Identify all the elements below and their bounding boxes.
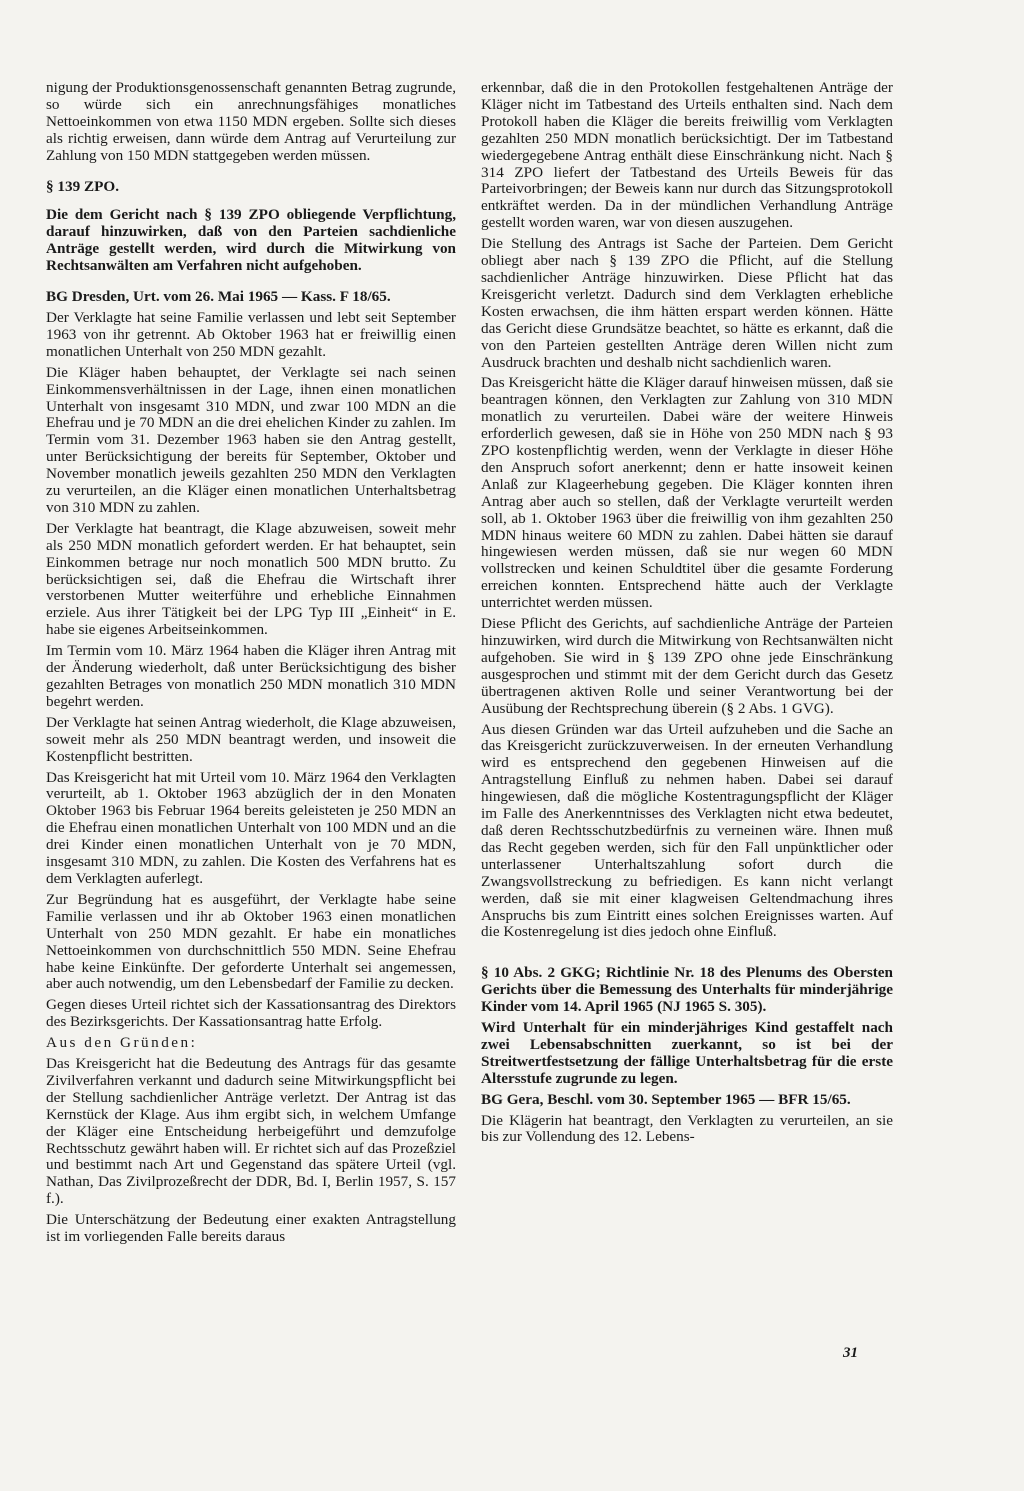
body-paragraph: Der Verklagte hat seinen Antrag wiederholt, die Klage abzuweisen, soweit mehr als 250 MDN beantragt werden, und insoweit die Kostenpflicht bestritten. (46, 713, 456, 765)
body-paragraph: Diese Pflicht des Gerichts, auf sachdienliche Anträge der Parteien hinzuwirken, wird durch die Mitwirkung von Rechtsanwälten nicht aufgehoben. Sie wird in § 139 ZPO ohne jede Einschränkung ausgesprochen und stimmt mit der dem Gericht durch das Gesetz übertragenen aktiven Rolle und seiner Verantwortung bei der Ausübung der Rechtsprechung überein (§ 2 Abs. 1 GVG). (481, 615, 893, 717)
body-paragraph: Der Verklagte hat beantragt, die Klage abzuweisen, soweit mehr als 250 MDN monatlich gefordert werden. Er hat behauptet, sein Einkommen betrage nur noch monatlich 500 MDN brutto. Zu berücksichtigen sei, daß die Ehefrau die Wirtschaft ihrer verstorbenen Mutter weiterführe und erhebliche Einnahmen erziele. Aus ihrer Tätigkeit bei der LPG Typ III „Einheit“ in E. habe sie eigenes Arbeitseinkommen. (46, 519, 456, 639)
body-paragraph: Zur Begründung hat es ausgeführt, der Verklagte habe seine Familie verlassen und ihr ab Oktober 1963 einen monatlichen Unterhalt von 250 MDN gezahlt. Er habe ein monatliches Nettoeinkommen von durchschnittlich 550 MDN. Seine Ehefrau habe keine Einkünfte. Der geforderte Unterhalt sei angemessen, aber auch notwendig, um den Lebensbedarf der Familie zu decken. (46, 890, 456, 993)
body-paragraph: Der Verklagte hat seine Familie verlassen und lebt seit September 1963 von ihr getrennt. Ab Oktober 1963 hat er freiwillig einen monatlichen Unterhalt von 250 MDN gezahlt. (46, 308, 456, 360)
body-paragraph: erkennbar, daß die in den Protokollen festgehaltenen Anträge der Kläger nicht im Tatbestand des Urteils enthalten sind. Nach dem Protokoll haben die Kläger die bereits freiwillig vom Verklagten gezahlten 250 MDN monatlich berücksichtigt. Der im Tatbestand wiedergegebene Antrag enthält diese Einschränkung nicht. Nach § 314 ZPO liefert der Tatbestand des Urteils Beweis für das Parteivorbringen; der Beweis kann nur durch das Sitzungsprotokoll entkräftet werden. Da in der mündlichen Verhandlung Anträge gestellt worden waren, war von diesen auszugehen. (481, 79, 893, 232)
case-citation: BG Dresden, Urt. vom 26. Mai 1965 — Kass. F 18/65. (46, 288, 391, 306)
intro-paragraph: nigung der Produktionsgenossenschaft genannten Betrag zugrunde, so würde sich ein anrechnungsfähiges monatliches Nettoeinkommen von etwa 1150 MDN ergeben. Sollte sich dieses als richtig erweisen, dann würde dem Antrag auf Verurteilung zur Zahlung von 150 MDN stattgegeben werden müssen. (46, 79, 456, 164)
body-paragraph: Die Stellung des Antrags ist Sache der Parteien. Dem Gericht obliegt aber nach § 139 ZPO die Pflicht, auf die Stellung sachdienlicher Anträge hinzuwirken. Diese Pflicht hat das Kreisgericht verletzt. Dadurch sind dem Verklagten erhebliche Kosten erwachsen, die ihm hätten erspart werden können. Hätte das Gericht diese Grundsätze beachtet, so hätte es erkannt, daß die von den Parteien gestellten Anträge deren Willen nicht zum Ausdruck brachten und deshalb nicht sachdienlich waren. (481, 235, 893, 371)
right-column (481, 80, 893, 1150)
body-paragraph: Die Kläger haben behauptet, der Verklagte sei nach seinen Einkommensverhältnissen in der Lage, ihnen einen monatlichen Unterhalt von insgesamt 310 MDN, und zwar 100 MDN an die Ehefrau und je 70 MDN an die drei ehelichen Kinder zu zahlen. Im Termin vom 31. Dezember 1963 haben sie den Antrag gestellt, unter Berücksichtigung der bereits für September, Oktober und November monatlich jeweils gezahlten 250 MDN den Verklagten zu verurteilen, an die Kläger einen monatlichen Unterhaltsbetrag von 310 MDN zu zahlen. (46, 363, 456, 516)
section2-citation: BG Gera, Beschl. vom 30. September 1965 — BFR 15/65. (481, 1090, 851, 1108)
body-paragraph: Das Kreisgericht hätte die Kläger darauf hinweisen müssen, daß sie beantragen können, den Verklagten zur Zahlung von 310 MDN monatlich zu verurteilen. Dabei wäre der weitere Hinweis erforderlich gewesen, daß sie in Höhe von 250 MDN nach § 93 ZPO kostenpflichtig werden, wenn der Verklagte in dieser Höhe den Anspruch sofort anerkennt; denn er hatte insoweit keinen Anlaß zur Klageerhebung gegeben. Die Kläger konnten ihren Antrag aber auch so stellen, daß der Verklagte verurteilt werden soll, ab 1. Oktober 1963 über die freiwillig von ihm gezahlten 250 MDN hinaus weitere 60 MDN zu zahlen. Dabei hätten sie darauf hingewiesen werden müssen, daß sie nur wegen 60 MDN vollstrecken und keinen Schuldtitel über die gesamte Forderung erreichen konnten. Entsprechend hätte auch der Verklagte unterrichtet werden müssen. (481, 374, 893, 612)
reasons-heading: Aus den Gründen: (46, 1034, 198, 1052)
body-paragraph: Das Kreisgericht hat die Bedeutung des Antrags für das gesamte Zivilverfahren verkannt und dadurch seine Mitwirkungspflicht bei der Stellung sachdienlicher Anträge verletzt. Der Antrag ist das Kernstück der Klage. Aus ihm ergibt sich, in welchem Umfange der Kläger eine Entscheidung herbeigeführt und demzufolge Rechtsschutz gewährt haben will. Er richtet sich auf das Prozeßziel und bestimmt nach Art und Gegenstand das spätere Urteil (vgl. Nathan, Das Zivilprozeßrecht der DDR, Bd. I, Berlin 1957, S. 157 f.). (46, 1055, 456, 1208)
body-paragraph: Aus diesen Gründen war das Urteil aufzuheben und die Sache an das Kreisgericht zurückzuverweisen. In der erneuten Verhandlung wird es entsprechend den gegebenen Hinweisen auf die Antragstellung Einfluß zu nehmen haben. Dabei sei darauf hingewiesen, daß die mögliche Kostentragungspflicht der Kläger im Falle des Anerkenntnisses des Verklagten nicht etwa bedeutet, daß deren Rechtsschutzbedürfnis zu verneinen wäre. Ihnen muß das Recht gegeben werden, sich für den Fall unpünktlicher oder unterlassener Unterhaltszahlung sofort durch die Zwangsvollstreckung zu befriedigen. Es kann nicht verlangt werden, daß sie mit einer klagweisen Geltendmachung ihres Anspruchs bis zum Eintritt eines solchen Ereignisses warten. Auf die Kostenregelung ist dies jedoch ohne Einfluß. (481, 720, 893, 941)
body-paragraph: Gegen dieses Urteil richtet sich der Kassationsantrag des Direktors des Bezirksgerichts. Der Kassationsantrag hatte Erfolg. (46, 996, 456, 1031)
section-heading-139-zpo: § 139 ZPO. (46, 177, 119, 195)
page-number: 31 (843, 1345, 858, 1361)
body-paragraph: Im Termin vom 10. März 1964 haben die Kläger ihren Antrag mit der Änderung wiederholt, daß unter Berücksichtigung des bisher gezahlten Betrages von monatlich 250 MDN monatlich 310 MDN begehrt werden. (46, 642, 456, 710)
section2-headnote: Wird Unterhalt für ein minderjähriges Kind gestaffelt nach zwei Lebensabschnitten zuerkannt, so ist bei der Streitwertfestsetzung der fällige Unterhaltsbetrag für die erste Altersstufe zugrunde zu legen. (481, 1019, 893, 1087)
section2-heading: § 10 Abs. 2 GKG; Richtlinie Nr. 18 des Plenums des Obersten Gerichts über die Bemessung des Unterhalts für minderjährige Kinder vom 14. April 1965 (NJ 1965 S. 305). (481, 964, 893, 1016)
headnote: Die dem Gericht nach § 139 ZPO obliegende Verpflichtung, darauf hinzuwirken, daß von den Parteien sachdienliche Anträge gestellt werden, wird durch die Mitwirkung von Rechtsanwälten am Verfahren nicht aufgehoben. (46, 206, 456, 275)
section2-text: Die Klägerin hat beantragt, den Verklagten zu verurteilen, an sie bis zur Vollendung des 12. Lebens- (481, 1111, 893, 1146)
body-paragraph: Das Kreisgericht hat mit Urteil vom 10. März 1964 den Verklagten verurteilt, ab 1. Oktober 1963 abzüglich der in den Monaten Oktober 1963 bis Februar 1964 bereits geleisteten je 250 MDN an die Ehefrau einen monatlichen Unterhalt von 100 MDN und an die drei Kinder einen monatlichen Unterhalt von je 70 MDN, insgesamt 310 MDN, zu zahlen. Die Kosten des Verfahrens hat es dem Verklagten auferlegt. (46, 768, 456, 887)
left-column (46, 80, 456, 1250)
body-paragraph: Die Unterschätzung der Bedeutung einer exakten Antragstellung ist im vorliegenden Falle bereits daraus (46, 1211, 456, 1246)
